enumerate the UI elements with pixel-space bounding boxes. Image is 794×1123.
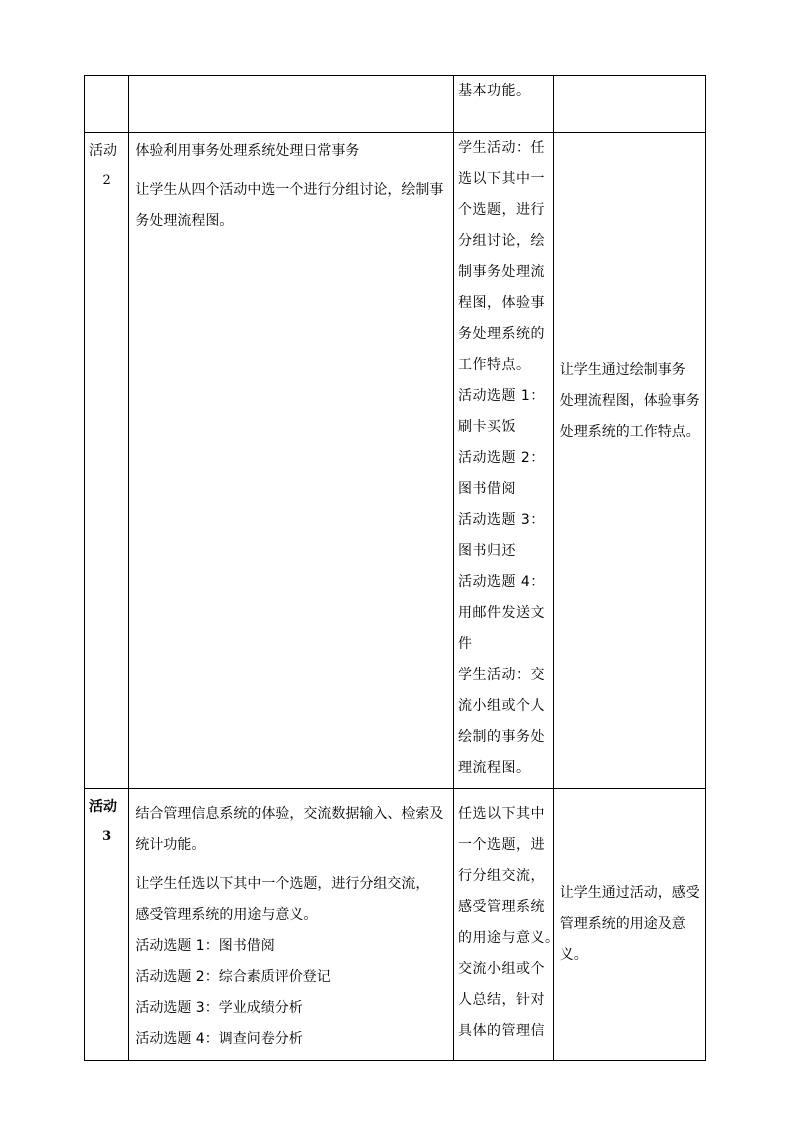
design-intent-cell [553,133,705,789]
teacher-activity-line: 让学生任选以下其中一个选题，进行分组交流， [135,876,430,892]
teacher-activity-line: 让学生从四个活动中选一个进行分组讨论，绘制事 [135,182,444,198]
student-line: 任选以下其中 [457,806,545,822]
activity-label: 活动 [89,799,117,815]
student-line: 人总结，针对 [457,992,545,1008]
design-intent-cell [553,76,705,133]
teacher-activity-line: 结合管理信息系统的体验，交流数据输入、检索及 [135,806,444,822]
student-activity-cell [453,76,553,133]
teacher-activity-line: 活动选题 1：图书借阅 [135,938,275,954]
student-line: 基本功能。 [457,83,531,99]
student-line: 程图，体验事 [457,295,545,311]
student-line: 活动选题 2： [457,450,545,466]
student-line: 交流小组或个 [457,961,545,977]
design-intent-line: 处理系统的工作特点。 [559,424,700,440]
student-line: 个选题，进行 [457,202,545,218]
table-row [85,133,706,789]
student-line: 活动选题 4： [457,574,545,590]
teacher-activity-line: 活动选题 2：综合素质评价登记 [135,969,331,985]
student-line: 流小组或个人 [457,698,545,714]
student-line: 选以下其中一 [457,171,545,187]
student-line: 一个选题，进 [457,837,545,853]
student-line: 务处理系统的 [457,326,545,342]
student-line: 活动选题 3： [457,512,545,528]
student-line: 理流程图。 [457,760,531,776]
student-line: 工作特点。 [457,357,531,373]
student-line: 件 [457,636,473,652]
teacher-activity-line: 感受管理系统的用途与意义。 [135,907,318,923]
activity-label-cell [85,76,129,133]
student-line: 学生活动：任 [457,140,545,156]
student-line: 制事务处理流 [457,264,545,280]
student-line: 活动选题 1： [457,388,545,404]
student-line: 绘制的事务处 [457,729,545,745]
activity-number: 2 [102,173,111,188]
student-line: 学生活动：交 [457,667,545,683]
design-intent-line: 处理流程图，体验事务 [559,393,700,409]
student-line: 行分组交流， [457,868,545,884]
activity-number: 3 [102,829,112,844]
student-line: 图书归还 [457,543,516,559]
teacher-activity-line: 活动选题 4：调查问卷分析 [135,1031,303,1047]
student-line: 感受管理系统 [457,899,545,915]
teacher-activity-line: 活动选题 3：学业成绩分析 [135,1000,303,1016]
teacher-activity-line: 统计功能。 [135,837,206,853]
student-line: 分组讨论，绘 [457,233,545,249]
activity-label: 活动 [89,143,117,159]
teacher-activity-title: 体验利用事务处理系统处理日常事务 [135,143,360,159]
student-activity-cell [453,789,560,1061]
table-row [85,789,706,1061]
student-line: 刷卡买饭 [457,419,516,435]
teacher-activity-cell [129,789,454,1061]
student-line: 图书借阅 [457,481,516,497]
teacher-activity-line: 务处理流程图。 [135,213,234,229]
teacher-activity-cell [129,76,454,133]
design-intent-line: 管理系统的用途及意 [559,916,686,932]
design-intent-line: 义。 [559,947,588,963]
student-line: 的用途与意义。 [457,930,560,946]
design-intent-line: 让学生通过活动，感受 [559,885,700,901]
activity-label-cell [85,789,129,1061]
lesson-plan-table [84,75,706,1061]
student-line: 具体的管理信 [457,1023,545,1039]
table-row [85,76,706,133]
design-intent-line: 让学生通过绘制事务 [559,362,686,378]
student-activity-cell [453,133,553,789]
student-line: 用邮件发送文 [457,605,545,621]
design-intent-cell [553,789,705,1061]
teacher-activity-cell [129,133,454,789]
activity-label-cell [85,133,129,789]
